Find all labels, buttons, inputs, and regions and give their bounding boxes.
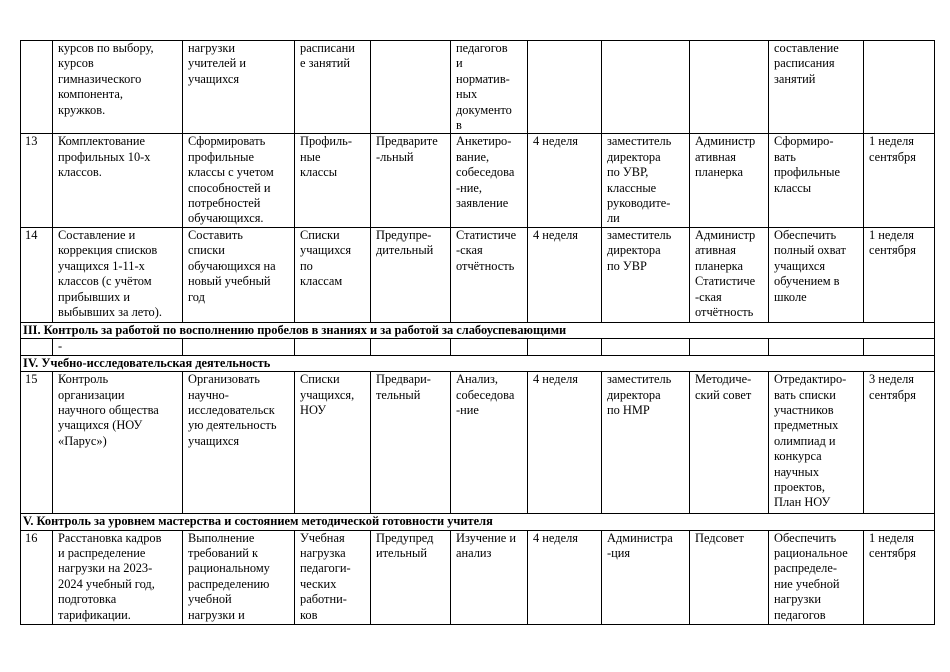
cell-goal: Выполнение требований к рациональному распределению учебной нагрузки и xyxy=(183,530,295,624)
table-row xyxy=(21,41,935,134)
cell-type xyxy=(371,41,451,134)
cell-method: Анализ, собеседова -ние xyxy=(451,372,528,514)
cell-goal xyxy=(183,339,295,355)
row-number xyxy=(21,339,53,355)
cell-content: Контроль организации научного общества учащихся (НОУ «Парус») xyxy=(53,372,183,514)
table-row xyxy=(21,339,935,355)
cell-object: расписани е занятий xyxy=(295,41,371,134)
cell-decision: Отредактиро- вать списки участников предметных олимпиад и конкурса научных проектов, План НОУ xyxy=(769,372,864,514)
cell-period: 4 неделя xyxy=(528,134,602,227)
table-row xyxy=(21,372,935,514)
cell-decision: Обеспечить полный охват учащихся обучением в школе xyxy=(769,227,864,322)
cell-method: Статистиче -ская отчётность xyxy=(451,227,528,322)
cell-goal: Сформировать профильные классы с учетом способностей и потребностей обучающихся. xyxy=(183,134,295,227)
section-heading-row xyxy=(21,514,935,530)
cell-goal: нагрузки учителей и учащихся xyxy=(183,41,295,134)
cell-content: курсов по выбору, курсов гимназического компонента, кружков. xyxy=(53,41,183,134)
cell-review-place: Педсовет xyxy=(690,530,769,624)
section-heading-row xyxy=(21,322,935,338)
cell-period: 4 неделя xyxy=(528,372,602,514)
cell-deadline: 1 неделя сентября xyxy=(864,227,935,322)
cell-period xyxy=(528,339,602,355)
cell-decision: составление расписания занятий xyxy=(769,41,864,134)
cell-period: 4 неделя xyxy=(528,530,602,624)
cell-responsible xyxy=(602,339,690,355)
cell-responsible: Администра -ция xyxy=(602,530,690,624)
cell-content: Составление и коррекция списков учащихся 1-11-х классов (с учётом прибывших и выбывших за лето). xyxy=(53,227,183,322)
cell-content: Комплектование профильных 10-х классов. xyxy=(53,134,183,227)
cell-object: Списки учащихся по классам xyxy=(295,227,371,322)
cell-type: Предварите -льный xyxy=(371,134,451,227)
cell-object: Профиль- ные классы xyxy=(295,134,371,227)
cell-decision: Сформиро- вать профильные классы xyxy=(769,134,864,227)
cell-type xyxy=(371,339,451,355)
control-plan-table xyxy=(20,40,935,625)
cell-deadline: 3 неделя сентября xyxy=(864,372,935,514)
cell-review-place: Администр ативная планерка Статистиче -ская отчётность xyxy=(690,227,769,322)
cell-responsible: заместитель директора по НМР xyxy=(602,372,690,514)
cell-method: Анкетиро- вание, собеседова -ние, заявление xyxy=(451,134,528,227)
section-heading: IV. Учебно-исследовательская деятельность xyxy=(21,355,935,371)
cell-content: - xyxy=(53,339,183,355)
cell-method: Изучение и анализ xyxy=(451,530,528,624)
cell-deadline: 1 неделя сентября xyxy=(864,530,935,624)
section-heading: V. Контроль за уровнем мастерства и состоянием методической готовности учителя xyxy=(21,514,935,530)
cell-method: педагогов и норматив- ных документо в xyxy=(451,41,528,134)
table-row xyxy=(21,134,935,227)
cell-deadline: 1 неделя сентября xyxy=(864,134,935,227)
cell-type: Предупре- дительный xyxy=(371,227,451,322)
cell-responsible: заместитель директора по УВР, классные руководите- ли xyxy=(602,134,690,227)
row-number: 16 xyxy=(21,530,53,624)
row-number xyxy=(21,41,53,134)
cell-period xyxy=(528,41,602,134)
cell-review-place: Администр ативная планерка xyxy=(690,134,769,227)
cell-method xyxy=(451,339,528,355)
cell-object: Списки учащихся, НОУ xyxy=(295,372,371,514)
cell-review-place: Методиче- ский совет xyxy=(690,372,769,514)
cell-type: Предвари- тельный xyxy=(371,372,451,514)
cell-object xyxy=(295,339,371,355)
row-number: 13 xyxy=(21,134,53,227)
cell-content: Расстановка кадров и распределение нагрузки на 2023- 2024 учебный год, подготовка тарификации. xyxy=(53,530,183,624)
cell-decision xyxy=(769,339,864,355)
cell-responsible: заместитель директора по УВР xyxy=(602,227,690,322)
row-number: 15 xyxy=(21,372,53,514)
cell-goal: Составить списки обучающихся на новый учебный год xyxy=(183,227,295,322)
cell-responsible xyxy=(602,41,690,134)
cell-review-place xyxy=(690,41,769,134)
table-row xyxy=(21,227,935,322)
cell-deadline xyxy=(864,41,935,134)
cell-type: Предупред ительный xyxy=(371,530,451,624)
section-heading-row xyxy=(21,355,935,371)
row-number: 14 xyxy=(21,227,53,322)
cell-deadline xyxy=(864,339,935,355)
cell-review-place xyxy=(690,339,769,355)
section-heading: III. Контроль за работой по восполнению пробелов в знаниях и за работой за слабоуспевающими xyxy=(21,322,935,338)
cell-object: Учебная нагрузка педагоги- ческих работни- ков xyxy=(295,530,371,624)
cell-period: 4 неделя xyxy=(528,227,602,322)
cell-goal: Организовать научно- исследовательск ую деятельность учащихся xyxy=(183,372,295,514)
table-row xyxy=(21,530,935,624)
cell-decision: Обеспечить рациональное распределе- ние учебной нагрузки педагогов xyxy=(769,530,864,624)
